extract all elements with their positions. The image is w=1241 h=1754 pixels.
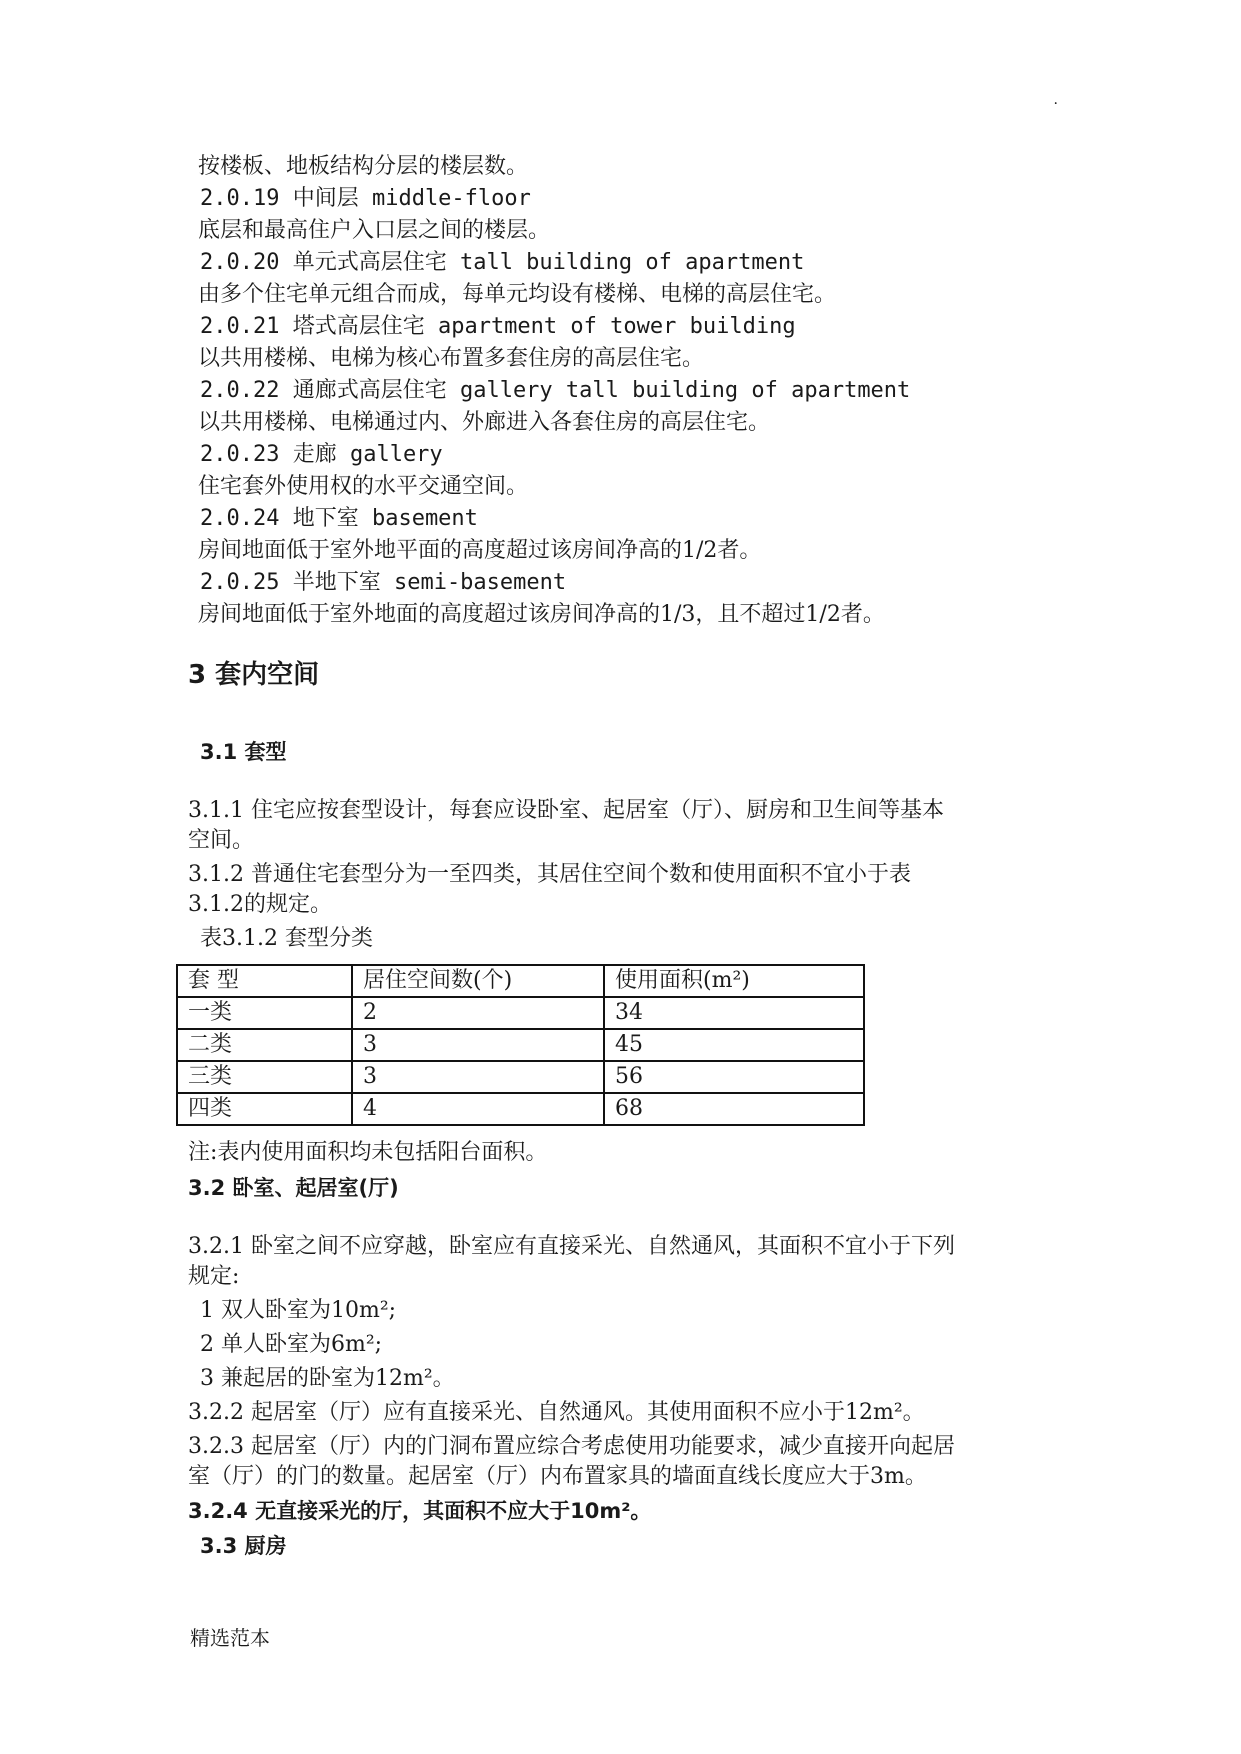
chapter-3-title: 3 套内空间 xyxy=(188,660,320,690)
definition-term: 2.0.19 中间层 middle-floor xyxy=(200,186,531,211)
clause-3-2-1-line1: 3.2.1 卧室之间不应穿越，卧室应有直接采光、自然通风，其面积不宜小于下列 xyxy=(188,1234,955,1259)
definition-text: 房间地面低于室外地面的高度超过该房间净高的1/3，且不超过1/2者。 xyxy=(198,602,885,627)
table-cell: 2 xyxy=(352,997,604,1029)
table-row xyxy=(177,1061,864,1093)
definition-text: 以共用楼梯、电梯为核心布置多套住房的高层住宅。 xyxy=(198,346,705,371)
clause-3-2-1-item3: 3 兼起居的卧室为12m²。 xyxy=(200,1366,455,1391)
definition-text: 按楼板、地板结构分层的楼层数。 xyxy=(198,154,529,179)
table-row xyxy=(177,997,864,1029)
table-caption: 表3.1.2 套型分类 xyxy=(200,926,373,951)
table-cell: 45 xyxy=(604,1029,864,1061)
table-header-cell: 套 型 xyxy=(177,965,352,997)
definition-term: 2.0.21 塔式高层住宅 apartment of tower building xyxy=(200,314,796,339)
clause-3-2-1-item2: 2 单人卧室为6m²; xyxy=(200,1332,383,1357)
table-cell: 3 xyxy=(352,1029,604,1061)
table-header-cell: 使用面积(m²) xyxy=(604,965,864,997)
definition-text: 房间地面低于室外地平面的高度超过该房间净高的1/2者。 xyxy=(198,538,762,563)
table-cell: 二类 xyxy=(177,1029,352,1061)
table-header-cell: 居住空间数(个) xyxy=(352,965,604,997)
section-3-1-title: 3.1 套型 xyxy=(200,740,287,764)
table-cell: 四类 xyxy=(177,1093,352,1125)
definition-text: 底层和最高住户入口层之间的楼层。 xyxy=(198,218,551,243)
definition-term: 2.0.24 地下室 basement xyxy=(200,506,478,531)
footer-label: 精选范本 xyxy=(190,1626,270,1650)
table-row xyxy=(177,1029,864,1061)
clause-3-1-1-line1: 3.1.1 住宅应按套型设计，每套应设卧室、起居室（厅）、厨房和卫生间等基本 xyxy=(188,798,944,823)
table-row xyxy=(177,1093,864,1125)
definition-text: 由多个住宅单元组合而成，每单元均设有楼梯、电梯的高层住宅。 xyxy=(198,282,837,307)
definition-term: 2.0.22 通廊式高层住宅 gallery tall building of apartment xyxy=(200,378,911,403)
section-3-3-title: 3.3 厨房 xyxy=(200,1534,287,1558)
clause-3-2-3-line2: 室（厅）的门的数量。起居室（厅）内布置家具的墙面直线长度应大于3m。 xyxy=(188,1464,927,1489)
definition-term: 2.0.25 半地下室 semi-basement xyxy=(200,570,567,595)
suite-type-table xyxy=(176,964,865,1126)
definition-text: 以共用楼梯、电梯通过内、外廊进入各套住房的高层住宅。 xyxy=(198,410,771,435)
clause-3-2-3-line1: 3.2.3 起居室（厅）内的门洞布置应综合考虑使用功能要求，减少直接开向起居 xyxy=(188,1434,955,1459)
definition-text: 住宅套外使用权的水平交通空间。 xyxy=(198,474,529,499)
table-cell: 56 xyxy=(604,1061,864,1093)
clause-3-2-1-line2: 规定: xyxy=(188,1264,240,1289)
clause-3-1-2-line2: 3.1.2的规定。 xyxy=(188,892,332,917)
table-cell: 三类 xyxy=(177,1061,352,1093)
definition-term: 2.0.23 走廊 gallery xyxy=(200,442,443,467)
clause-3-2-4: 3.2.4 无直接采光的厅，其面积不应大于10m²。 xyxy=(188,1499,652,1523)
table-note: 注:表内使用面积均未包括阳台面积。 xyxy=(188,1140,548,1165)
table-cell: 4 xyxy=(352,1093,604,1125)
table-cell: 一类 xyxy=(177,997,352,1029)
section-3-2-title: 3.2 卧室、起居室(厅) xyxy=(188,1176,399,1200)
table-cell: 68 xyxy=(604,1093,864,1125)
clause-3-1-1-line2: 空间。 xyxy=(188,828,255,853)
clause-3-2-1-item1: 1 双人卧室为10m²; xyxy=(200,1298,397,1323)
definition-term: 2.0.20 单元式高层住宅 tall building of apartment xyxy=(200,250,805,275)
table-header-row xyxy=(177,965,864,997)
clause-3-1-2-line1: 3.1.2 普通住宅套型分为一至四类，其居住空间个数和使用面积不宜小于表 xyxy=(188,862,911,887)
corner-mark: . xyxy=(1053,92,1058,108)
table-cell: 3 xyxy=(352,1061,604,1093)
clause-3-2-2: 3.2.2 起居室（厅）应有直接采光、自然通风。其使用面积不应小于12m²。 xyxy=(188,1400,925,1425)
table-cell: 34 xyxy=(604,997,864,1029)
